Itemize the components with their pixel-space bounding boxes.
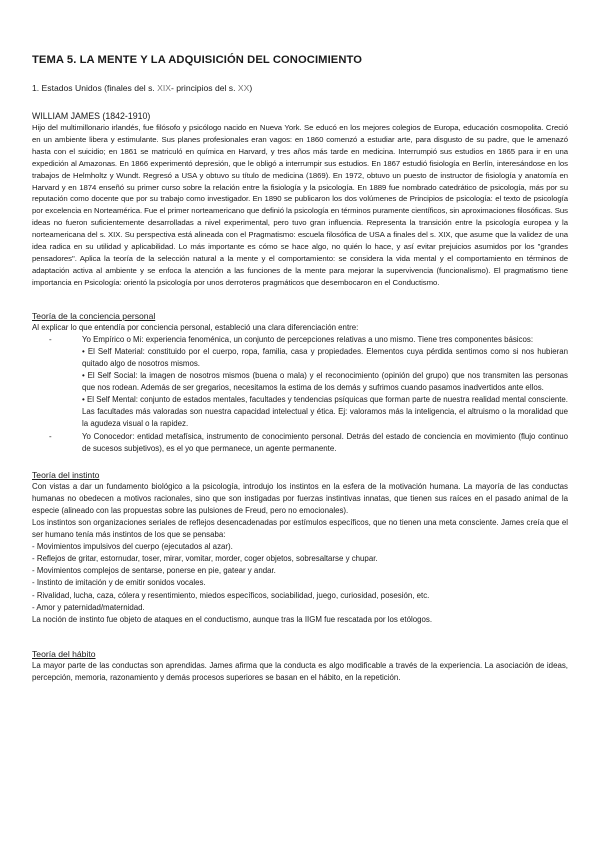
subtitle-mid: - principios del s. (171, 83, 238, 93)
document-content (32, 54, 568, 684)
subtitle-pre: 1. Estados Unidos (finales del s. (32, 83, 158, 93)
instinto-list-item: - Amor y paternidad/maternidad. (32, 602, 145, 612)
list-item-yo-conocedor (32, 431, 568, 455)
document-title: TEMA 5. LA MENTE Y LA ADQUISICIÓN DEL CONOCIMIENTO (32, 54, 363, 66)
list-item-yo-empirico (32, 334, 568, 431)
conciencia-list (32, 334, 568, 455)
instinto-list-item: - Movimientos impulsivos del cuerpo (ejecutados al azar). (32, 542, 233, 552)
instinto-list-item: - Movimientos complejos de sentarse, ponerse en pie, gatear y andar. (32, 566, 276, 576)
yo-empirico-text: Yo Empírico o Mi: experiencia fenoménica, un conjunto de percepciones relativas a uno mismo. Tiene tres componentes básicos: (82, 334, 534, 344)
instinto-paragraph-1: Con vistas a dar un fundamento biológico a la psicología, introdujo los instintos en la esfera de la motivación humana. La mayoría de las conductas humanas no obedecen a motivos racionales, sino que son instigadas por fuerzas instintivas innatas, que tienen sus raíces en el pasado animal de la especie (alineado con las propuestas sobre las pulsiones de Freud, pero no emocionales). (32, 481, 568, 515)
biography-paragraph: Hijo del multimillonario irlandés, fue filósofo y psicólogo nacido en Nueva York. Se educó en los mejores colegios de Europa, educación cosmopolita. Creció en un ambiente libera y estimulante. Sus planes profesionales eran vagos: en 1860 comenzó a estudiar arte, para disgusto de su padre, que le amenazó hasta con el suicidio; en 1861 se matriculó en química en Harvard, y tres años más tarde en medicina. Interrumpió sus estudios en 1865 para ir en una expedición al Amazonas. En 1866 experimentó depresión, que le obligó a interrumpir sus estudios. En 1867 estudió fisiología en Berlín, interesándose en los trabajos de Helmholtz y Wundt. Regresó a USA y obtuvo su título de medicina (1869). En 1972, obtuvo un puesto de instructor de fisiología y anatomía en Harvard y en 1874 enseñó su primer curso sobre la relación entre la fisiología y la psicología. En 1889 fue nombrado catedrático de psicología, más por su reputación como docente que por su trabajo como investigador. En 1890 se publicaron los dos volúmenes de Principios de psicología: el texto de psicología por excelencia en Norteamérica. Fue el primer norteamericano que definió la psicología en términos puramente científicos, sin aproximaciones filosóficas. Sus ideas no fueron suficientemente desarrolladas a nivel experimental, pero tuvo gran influencia. Representa la transición entre la psicología europea y la norteamericana del s. XIX. Su perspectiva está alineada con el Pragmatismo: escuela filosófica de USA a finales del s. XIX, que asume que la validez de una idea radica en su utilidad y aplicabilidad. Lo más importante es cómo se hace algo, no quién lo hace, y así evitar prejuicios asumidos por los "grandes pensadores". Aplica la teoría de la selección natural a la mente y el comportamiento: se considera la vida mental y el comportamiento en términos de adaptación activa al ambiente y se enfoca la atención a las funciones de la mente para mejorar la supervivencia (funcionalismo). El pragmatismo tiene importancia en Psicología: orientó la psicología por unos derroteros pragmáticos que desembocaron en el Conductismo. (32, 123, 568, 287)
instinto-heading: Teoría del instinto (32, 469, 100, 480)
self-social-text: • El Self Social: la imagen de nosotros mismos (buena o mala) y el reconocimiento (opinión del grupo) que nos transmiten las personas que nos rodean. Además de ser gregarios, necesitamos la estima de los demás y sufrimos cuando pasamos inadvertidos ante ellos. (82, 371, 568, 393)
dash-bullet: - (49, 334, 52, 344)
author-heading: WILLIAM JAMES (1842-1910) (32, 111, 151, 121)
subtitle-xix: XIX (157, 83, 172, 93)
conciencia-heading: Teoría de la conciencia personal (32, 310, 156, 321)
instinto-list-item: - Reflejos de gritar, estornudar, toser, mirar, vomitar, morder, coger objetos, sobresaltarse y chupar. (32, 554, 378, 564)
habito-paragraph: La mayor parte de las conductas son aprendidas. James afirma que la conducta es algo modificable a través de la experiencia. La asociación de ideas, percepción, memoria, razonamiento y demás procesos superiores se basan en el hábito, en la repetición. (32, 660, 568, 682)
section-subtitle (32, 83, 568, 94)
yo-conocedor-text: Yo Conocedor: entidad metafísica, instrumento de conocimiento personal. Detrás del estado de conciencia en movimiento (flujo continuo de sucesos subjetivos), es el yo que permanece, un agente permanente. (82, 431, 568, 453)
instinto-list-item: - Instinto de imitación y de emitir sonidos vocales. (32, 578, 206, 588)
instinto-paragraph-3: La noción de instinto fue objeto de ataques en el conductismo, aunque tras la IIGM fue rescatada por los etólogos. (32, 614, 433, 624)
subtitle-post: ) (249, 83, 253, 93)
conciencia-intro: Al explicar lo que entendía por conciencia personal, estableció una clara diferenciación entre: (32, 322, 359, 332)
habito-heading: Teoría del hábito (32, 648, 96, 659)
self-mental-text: • El Self Mental: conjunto de estados mentales, facultades y tendencias psíquicas que forman parte de nuestra realidad mental consciente. Las facultades más valoradas son nuestra capacidad intelectual y ética. Ej: valoramos más la inteligencia, el altruismo o la moralidad que la agudeza visual o la rapidez. (82, 395, 568, 429)
subtitle-xx: XX (237, 83, 250, 93)
self-material-text: • El Self Material: constituido por el cuerpo, ropa, familia, casa y propiedades. Elementos cuya pérdida sentimos como si nos hubieran quitado algo de nosotros mismos. (82, 346, 568, 368)
instinto-list-item: - Rivalidad, lucha, caza, cólera y resentimiento, miedos específicos, sociabilidad, juego, curiosidad, posesión, etc. (32, 590, 430, 600)
dash-bullet: - (49, 431, 52, 441)
instinto-paragraph-2: Los instintos son organizaciones seriales de reflejos desencadenadas por estímulos específicos, que no tienen una meta consciente. James creía que el ser humano tenía más instintos de los que se pensaba: (32, 518, 568, 540)
